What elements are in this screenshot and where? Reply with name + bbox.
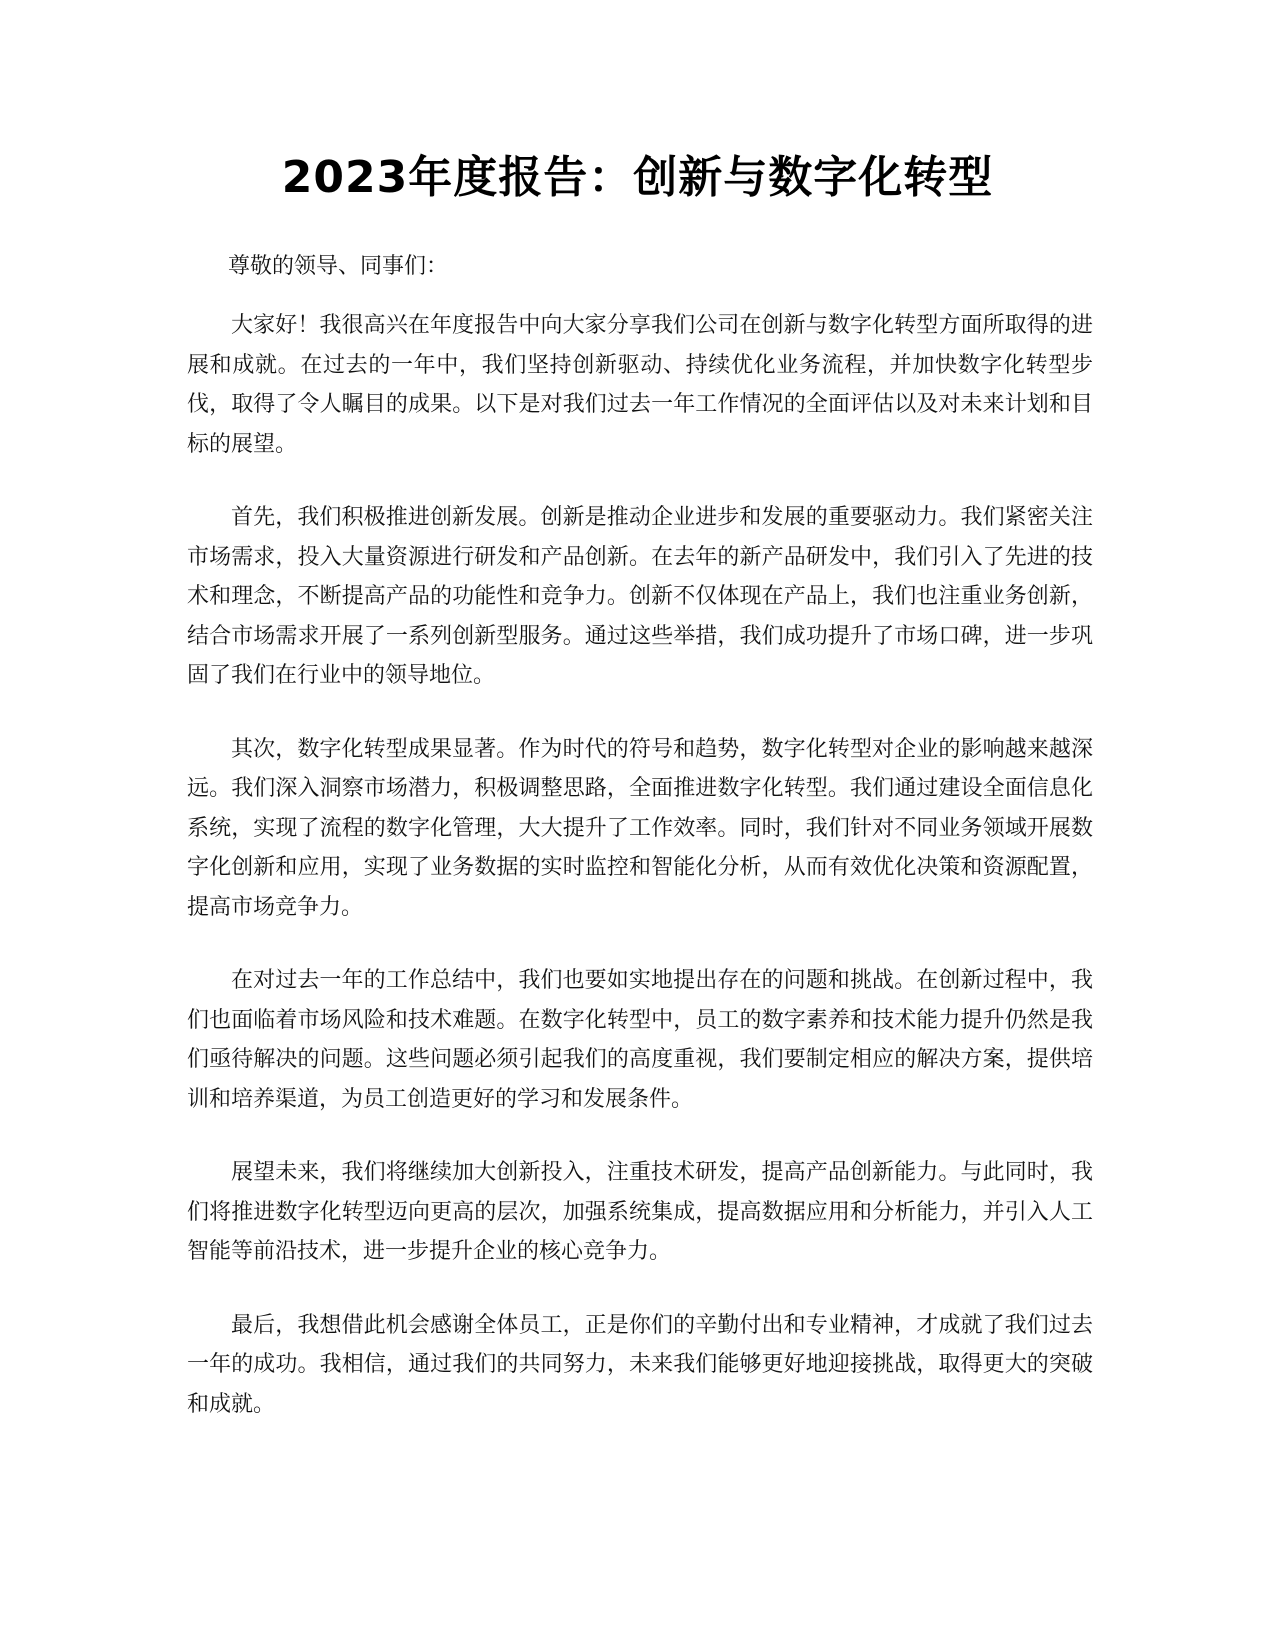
paragraph-digital-transformation: 其次，数字化转型成果显著。作为时代的符号和趋势，数字化转型对企业的影响越来越深远。我们深入洞察市场潜力，积极调整思路，全面推进数字化转型。我们通过建设全面信息化系统，实现了流程的数字化管理，大大提升了工作效率。同时，我们针对不同业务领域开展数字化创新和应用，实现了业务数据的实时监控和智能化分析，从而有效优化决策和资源配置，提高市场竞争力。: [187, 736, 1093, 920]
page-title: 2023年度报告：创新与数字化转型: [281, 152, 994, 203]
paragraph-thanks: 最后，我想借此机会感谢全体员工，正是你们的辛勤付出和专业精神，才成就了我们过去一年的成功。我相信，通过我们的共同努力，未来我们能够更好地迎接挑战，取得更大的突破和成就。: [187, 1312, 1093, 1417]
salutation: 尊敬的领导、同事们：: [228, 254, 449, 279]
paragraph-problems-challenges: 在对过去一年的工作总结中，我们也要如实地提出存在的问题和挑战。在创新过程中，我们也面临着市场风险和技术难题。在数字化转型中，员工的数字素养和技术能力提升仍然是我们亟待解决的问题。这些问题必须引起我们的高度重视，我们要制定相应的解决方案，提供培训和培养渠道，为员工创造更好的学习和发展条件。: [187, 968, 1093, 1112]
paragraph-innovation: 首先，我们积极推进创新发展。创新是推动企业进步和发展的重要驱动力。我们紧密关注市场需求，投入大量资源进行研发和产品创新。在去年的新产品研发中，我们引入了先进的技术和理念，不断提高产品的功能性和竞争力。创新不仅体现在产品上，我们也注重业务创新，结合市场需求开展了一系列创新型服务。通过这些举措，我们成功提升了市场口碑，进一步巩固了我们在行业中的领导地位。: [187, 505, 1093, 688]
paragraph-greeting: 大家好！我很高兴在年度报告中向大家分享我们公司在创新与数字化转型方面所取得的进展和成就。在过去的一年中，我们坚持创新驱动、持续优化业务流程，并加快数字化转型步伐，取得了令人瞩目的成果。以下是对我们过去一年工作情况的全面评估以及对未来计划和目标的展望。: [187, 313, 1093, 457]
document-body: [187, 306, 1093, 1458]
paragraph-outlook: 展望未来，我们将继续加大创新投入，注重技术研发，提高产品创新能力。与此同时，我们将推进数字化转型迈向更高的层次，加强系统集成，提高数据应用和分析能力，并引入人工智能等前沿技术，进一步提升企业的核心竞争力。: [187, 1160, 1093, 1264]
